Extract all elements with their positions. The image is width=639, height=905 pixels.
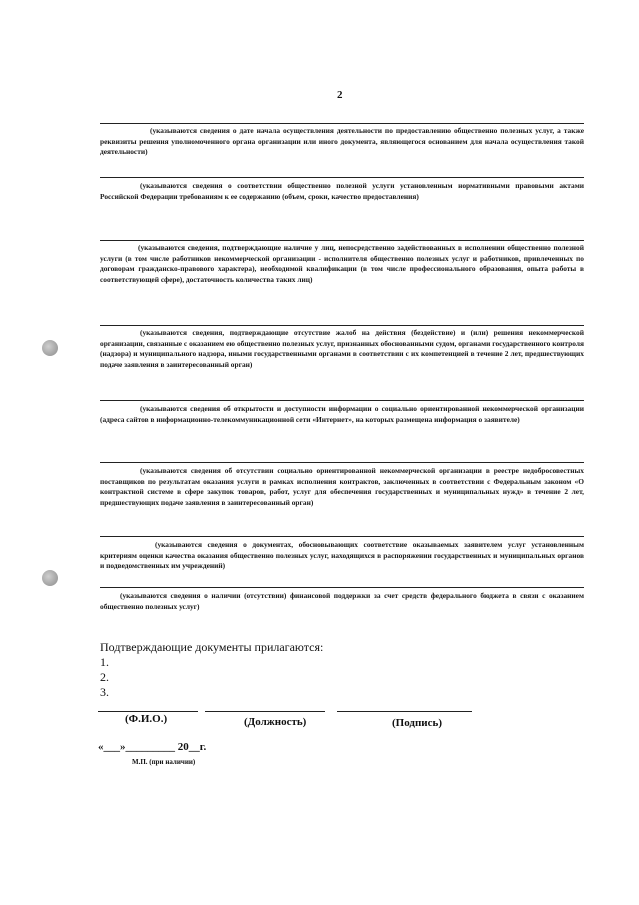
field-note: (указываются сведения, подтверждающие наличие у лиц, непосредственно задействованных в исполнении общественно полезной услуги (в том числе работников некоммерческой организации - исполнителя общественно полезных услуг и работников, привлеченных по договорам гражданско-правового характера), необходимой квалификации (в том числе профессионального образования, опыта работы в соответствующей сфере), достаточность количества таких лиц) xyxy=(100,243,584,284)
underline-field xyxy=(100,536,584,537)
underline-field xyxy=(100,240,584,241)
underline-field xyxy=(100,400,584,401)
stamp-note: М.П. (при наличии) xyxy=(132,758,196,766)
field-note: (указываются сведения, подтверждающие отсутствие жалоб на действия (бездействие) и (или) решения некоммерческой организации, связанные с оказанием ею общественно полезных услуг, признанных обоснованными судом, органами государственного контроля (надзора) и муниципального надзора, иными государственными органами в соответствии с их компетенцией в течение 2 лет, предшествующих подаче заявления в заинтересованный орган) xyxy=(100,328,584,369)
field-note: (указываются сведения о наличии (отсутствии) финансовой поддержки за счет средств федерального бюджета в связи с оказанием общественно полезных услуг) xyxy=(100,591,584,611)
fio-label: (Ф.И.О.) xyxy=(125,713,168,725)
document-item: 2. xyxy=(100,670,109,684)
underline-field xyxy=(100,123,584,124)
page-number: 2 xyxy=(337,89,343,101)
position-label: (Должность) xyxy=(244,716,307,728)
signature-line xyxy=(98,711,198,712)
field-note: (указываются сведения о соответствии общественно полезной услуги установленным нормативными правовыми актами Российской Федерации требованиям к ее содержанию (объем, сроки, качество предоставления) xyxy=(100,181,584,201)
punch-hole xyxy=(42,340,58,356)
field-note: (указываются сведения о документах, обосновывающих соответствие оказываемых заявителем услуг установленным критериям оценки качества оказания общественно полезных услуг, находящихся в распоряжении государственных и муниципальных органов и подведомственных им учреждений) xyxy=(100,540,584,571)
punch-hole xyxy=(42,570,58,586)
field-note: (указываются сведения об отсутствии социально ориентированной некоммерческой организации в реестре недобросовестных поставщиков по результатам оказания услуги в рамках исполнения контрактов, заключенных в соответствии с Федеральным законом «О контрактной системе в сфере закупок товаров, работ, услуг для обеспечения государственных и муниципальных нужд» в течение 2 лет, предшествующих подаче заявления в заинтересованный орган) xyxy=(100,466,584,507)
underline-field xyxy=(100,177,584,178)
document-item: 1. xyxy=(100,655,109,669)
underline-field xyxy=(100,325,584,326)
signature-line xyxy=(337,711,472,712)
underline-field xyxy=(100,587,584,588)
signature-label: (Подпись) xyxy=(392,717,443,729)
date-line: «___»_________ 20__г. xyxy=(98,741,207,753)
field-note: (указываются сведения о дате начала осуществления деятельности по предоставлению общественно полезных услуг, а также реквизиты решения уполномоченного органа организации или иного документа, являющегося основанием для начала осуществления такой деятельности) xyxy=(100,126,584,157)
documents-heading: Подтверждающие документы прилагаются: xyxy=(100,640,324,654)
underline-field xyxy=(100,462,584,463)
signature-line xyxy=(205,711,325,712)
field-note: (указываются сведения об открытости и доступности информации о социально ориентированной некоммерческой организации (адреса сайтов в информационно-телекоммуникационной сети «Интернет», на которых размещена информация о заявителе) xyxy=(100,404,584,424)
document-item: 3. xyxy=(100,685,109,699)
